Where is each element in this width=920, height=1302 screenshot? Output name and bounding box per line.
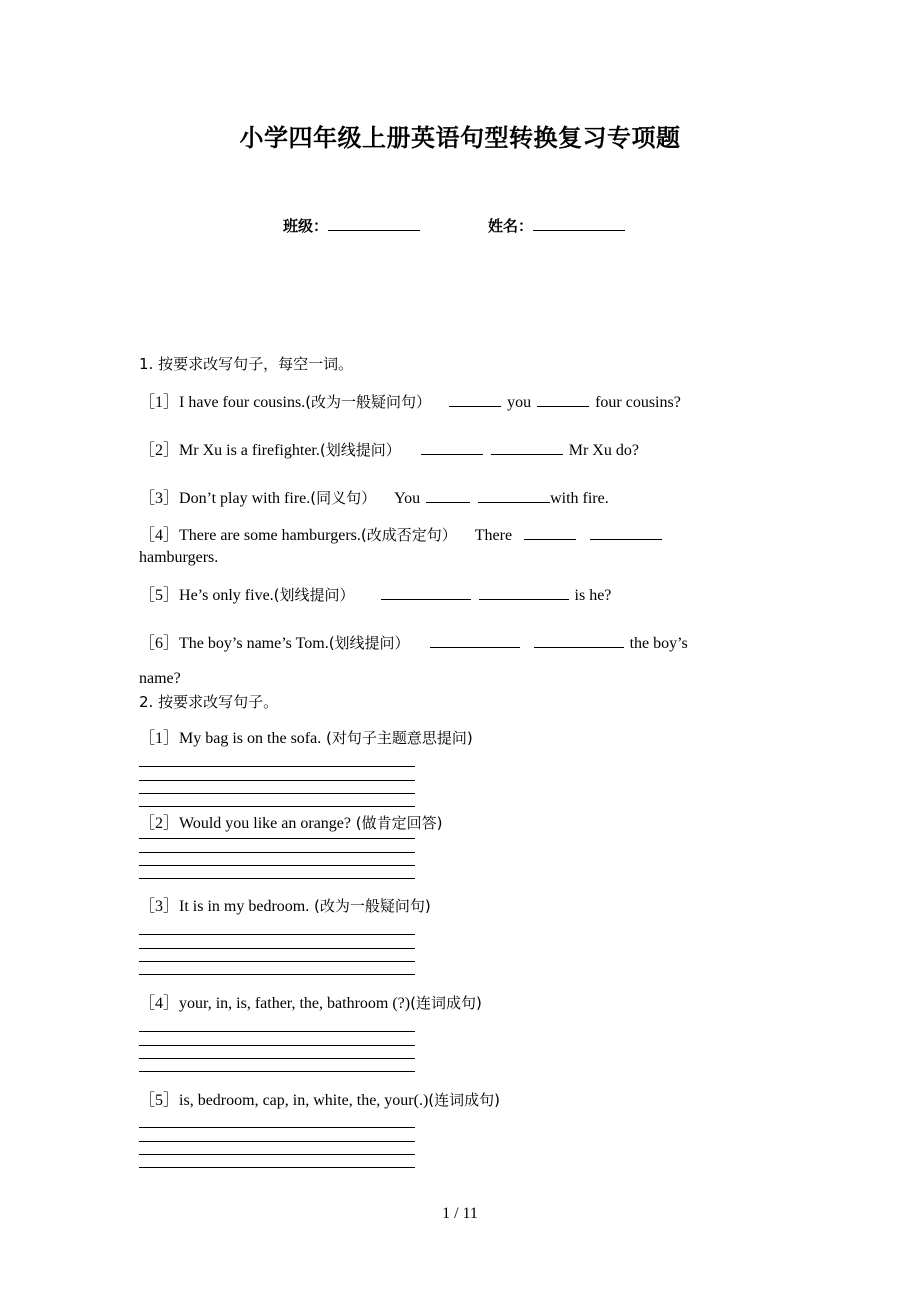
question-number: ［2］ [139,442,180,459]
answer-word: hamburgers. [139,549,219,566]
question-number: ［1］ [139,730,180,747]
question-2-3 [139,896,431,917]
page-number: 1 / 11 [442,1205,478,1222]
question-text: Mr Xu is a firefighter. [179,442,320,459]
answer-word: name? [139,670,181,687]
answer-line[interactable] [139,1045,415,1046]
answer-line[interactable] [139,1167,415,1168]
answer-word: There [474,527,513,544]
answer-blank[interactable] [478,487,550,503]
question-2-2 [139,813,443,834]
section-2-heading [139,692,278,713]
question-hint: (连词成句) [410,994,482,1012]
class-label: 班级： [283,217,329,235]
question-hint: (做肯定回答) [351,814,443,832]
answer-line[interactable] [139,961,415,962]
question-number: ［3］ [139,898,180,915]
class-field [283,214,420,236]
answer-blank[interactable] [534,632,624,648]
question-text: The boy’s name’s Tom. [179,635,329,652]
answer-word: is he? [574,587,612,604]
answer-line[interactable] [139,1071,415,1072]
question-hint: (改为一般疑问句) [309,897,431,915]
question-number: ［3］ [139,490,180,507]
question-text: My bag is on the sofa. [179,730,322,747]
name-field [488,214,625,236]
answer-line[interactable] [139,1058,415,1059]
question-hint: (对句子主题意思提问) [321,729,473,747]
answer-line[interactable] [139,838,415,839]
answer-line[interactable] [139,1141,415,1142]
question-number: ［1］ [139,394,180,411]
question-1-4 [139,524,664,546]
name-blank-input[interactable] [533,214,625,231]
answer-blank[interactable] [430,632,520,648]
answer-blank[interactable] [479,584,569,600]
question-1-1 [139,391,681,413]
student-info-row [0,214,920,238]
question-text: Would you like an orange? [179,815,352,832]
question-2-1 [139,728,473,749]
answer-line[interactable] [139,852,415,853]
question-hint: (划线提问） [319,441,401,459]
question-text: is, bedroom, cap, in, white, the, your(.) [179,1092,429,1109]
question-hint: (划线提问） [328,634,410,652]
answer-line[interactable] [139,948,415,949]
question-text: He’s only five. [179,587,274,604]
answer-line[interactable] [139,865,415,866]
answer-word: the boy’s [629,635,688,652]
answer-word: with fire. [550,490,609,507]
name-label: 姓名： [488,217,534,235]
question-number: ［2］ [139,815,180,832]
question-number: ［5］ [139,587,180,604]
answer-line[interactable] [139,878,415,879]
question-hint: (改为一般疑问句） [305,393,432,411]
question-1-5 [139,584,611,606]
question-1-6 [139,632,688,654]
answer-blank[interactable] [381,584,471,600]
answer-line[interactable] [139,780,415,781]
question-hint: (划线提问） [273,586,355,604]
question-hint: (连词成句) [428,1091,501,1109]
question-hint: (改成否定句） [360,526,457,544]
answer-word: You [394,490,421,507]
answer-line[interactable] [139,766,415,767]
question-number: ［4］ [139,995,180,1012]
answer-line[interactable] [139,1127,415,1128]
question-number: ［4］ [139,527,180,544]
answer-line[interactable] [139,1031,415,1032]
question-text: Don’t play with fire. [179,490,311,507]
question-2-4 [139,993,482,1014]
answer-word: four cousins? [595,394,681,411]
question-number: ［5］ [139,1092,180,1109]
answer-blank[interactable] [491,439,563,455]
answer-blank[interactable] [524,524,576,540]
question-text: It is in my bedroom. [179,898,310,915]
class-blank-input[interactable] [328,214,420,231]
answer-line[interactable] [139,793,415,794]
answer-blank[interactable] [590,524,662,540]
question-2-5 [139,1090,500,1111]
answer-line[interactable] [139,806,415,807]
answer-blank[interactable] [537,391,589,407]
answer-word: you [507,394,532,411]
page-title: 小学四年级上册英语句型转换复习专项题 [239,124,681,152]
question-hint: (同义句） [310,489,377,507]
answer-blank[interactable] [449,391,501,407]
answer-blank[interactable] [421,439,483,455]
question-text: I have four cousins. [179,394,306,411]
question-text: There are some hamburgers. [179,527,361,544]
question-text: your, in, is, father, the, bathroom (?) [179,995,411,1012]
question-1-3 [139,487,609,509]
question-1-4-continuation [139,548,218,568]
answer-word: Mr Xu do? [568,442,639,459]
question-number: ［6］ [139,635,180,652]
question-1-6-continuation [139,669,181,689]
answer-line[interactable] [139,974,415,975]
section-heading-text: 1. 按要求改写句子，每空一词。 [139,355,354,373]
answer-line[interactable] [139,1154,415,1155]
question-1-2 [139,439,639,461]
answer-blank[interactable] [426,487,470,503]
answer-line[interactable] [139,934,415,935]
section-1-heading [139,354,353,375]
section-heading-text: 2. 按要求改写句子。 [139,693,279,711]
